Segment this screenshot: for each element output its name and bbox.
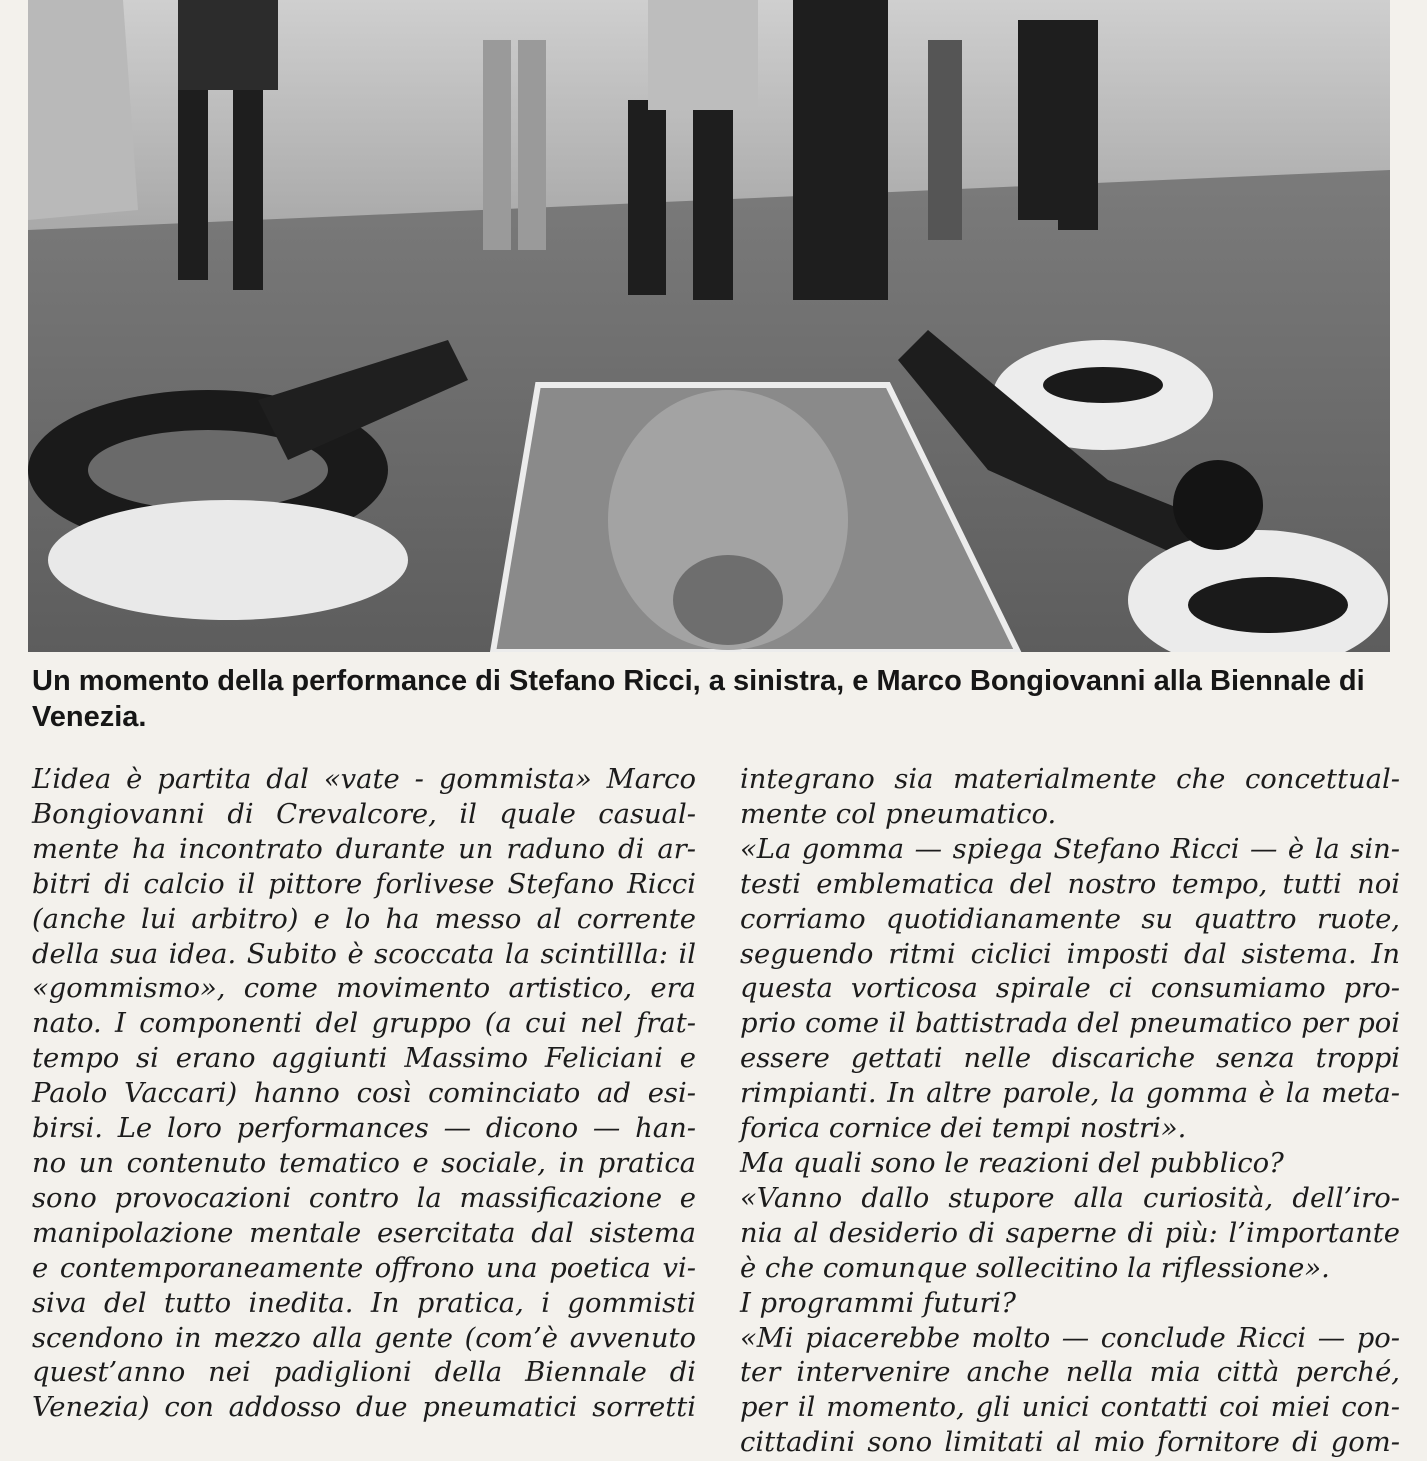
- article-line: corriamo quotidianamente su quattro ruote,: [740, 903, 1400, 935]
- article-line: è che comunque sollecitino la riflessione».: [740, 1252, 1330, 1284]
- photo-illustration: [28, 0, 1390, 652]
- article-line: della sua idea. Subito è scoccata la scintillla: il: [32, 938, 696, 970]
- article-line: «Vanno dallo stupore alla curiosità, dell’iro-: [740, 1182, 1400, 1214]
- article-line: no un contenuto tematico e sociale, in pratica: [32, 1147, 696, 1179]
- article-line: nia al desiderio di saperne di più: l’importante: [740, 1217, 1400, 1249]
- article-line: seguendo ritmi ciclici imposti dal sistema. In: [740, 938, 1400, 970]
- article-line: cittadini sono limitati al mio fornitore di gom-: [740, 1427, 1400, 1459]
- article-line: «Mi piacerebbe molto — conclude Ricci — po-: [740, 1322, 1400, 1354]
- article-line: I programmi futuri?: [740, 1287, 1016, 1319]
- article-line: testi emblematica del nostro tempo, tutti noi: [740, 868, 1400, 900]
- article-line: per il momento, gli unici contatti coi miei con-: [740, 1392, 1400, 1424]
- article-line: L’idea è partita dal «vate - gommista» Marco: [32, 764, 696, 795]
- article-line: ter intervenire anche nella mia città perché,: [740, 1357, 1400, 1389]
- article-left-column: [32, 763, 696, 1426]
- article-line: Venezia) con addosso due pneumatici sorretti: [32, 1392, 696, 1424]
- article-line: quest’anno nei padiglioni della Biennale di: [32, 1357, 696, 1389]
- article-line: birsi. Le loro performances — dicono — han-: [32, 1113, 696, 1145]
- photo-caption: Un momento della performance di Stefano Ricci, a sinistra, e Marco Bongiovanni alla Biennale di Venezia.: [32, 665, 1365, 733]
- article-line: questa vorticosa spirale ci consumiamo pro-: [740, 973, 1400, 1005]
- article-line: integrano sia materialmente che concettual-: [740, 764, 1400, 795]
- article-line: bitri di calcio il pittore forlivese Stefano Ricci: [32, 868, 696, 900]
- article-right-column: [740, 763, 1400, 1461]
- article-line: Bongiovanni di Crevalcore, il quale casual-: [32, 798, 696, 830]
- article-line: scendono in mezzo alla gente (com’è avvenuto: [32, 1322, 696, 1354]
- article-line: Paolo Vaccari) hanno così cominciato ad esi-: [32, 1078, 696, 1110]
- article-line: mente ha incontrato durante un raduno di ar-: [32, 833, 696, 865]
- article-line: e contemporaneamente offrono una poetica vi-: [32, 1252, 696, 1284]
- article-line: «La gomma — spiega Stefano Ricci — è la sin-: [740, 833, 1400, 865]
- performance-photo: [28, 0, 1390, 652]
- article-line: prio come il battistrada del pneumatico per poi: [740, 1008, 1400, 1040]
- article-line: siva del tutto inedita. In pratica, i gommisti: [32, 1287, 696, 1319]
- article-line: Ma quali sono le reazioni del pubblico?: [740, 1147, 1284, 1179]
- article-line: rimpianti. In altre parole, la gomma è la meta-: [740, 1078, 1400, 1110]
- article-line: nato. I componenti del gruppo (a cui nel frat-: [32, 1008, 696, 1040]
- article-line: «gommismo», come movimento artistico, era: [32, 973, 696, 1005]
- article-line: essere gettati nelle discariche senza troppi: [740, 1043, 1400, 1075]
- article-line: tempo si erano aggiunti Massimo Feliciani e: [32, 1043, 696, 1075]
- article-line: forica cornice dei tempi nostri».: [740, 1113, 1187, 1145]
- article-line: (anche lui arbitro) e lo ha messo al corrente: [32, 903, 696, 935]
- article-line: mente col pneumatico.: [740, 798, 1057, 830]
- article-line: sono provocazioni contro la massificazione e: [32, 1182, 696, 1214]
- article-line: manipolazione mentale esercitata dal sistema: [32, 1217, 696, 1249]
